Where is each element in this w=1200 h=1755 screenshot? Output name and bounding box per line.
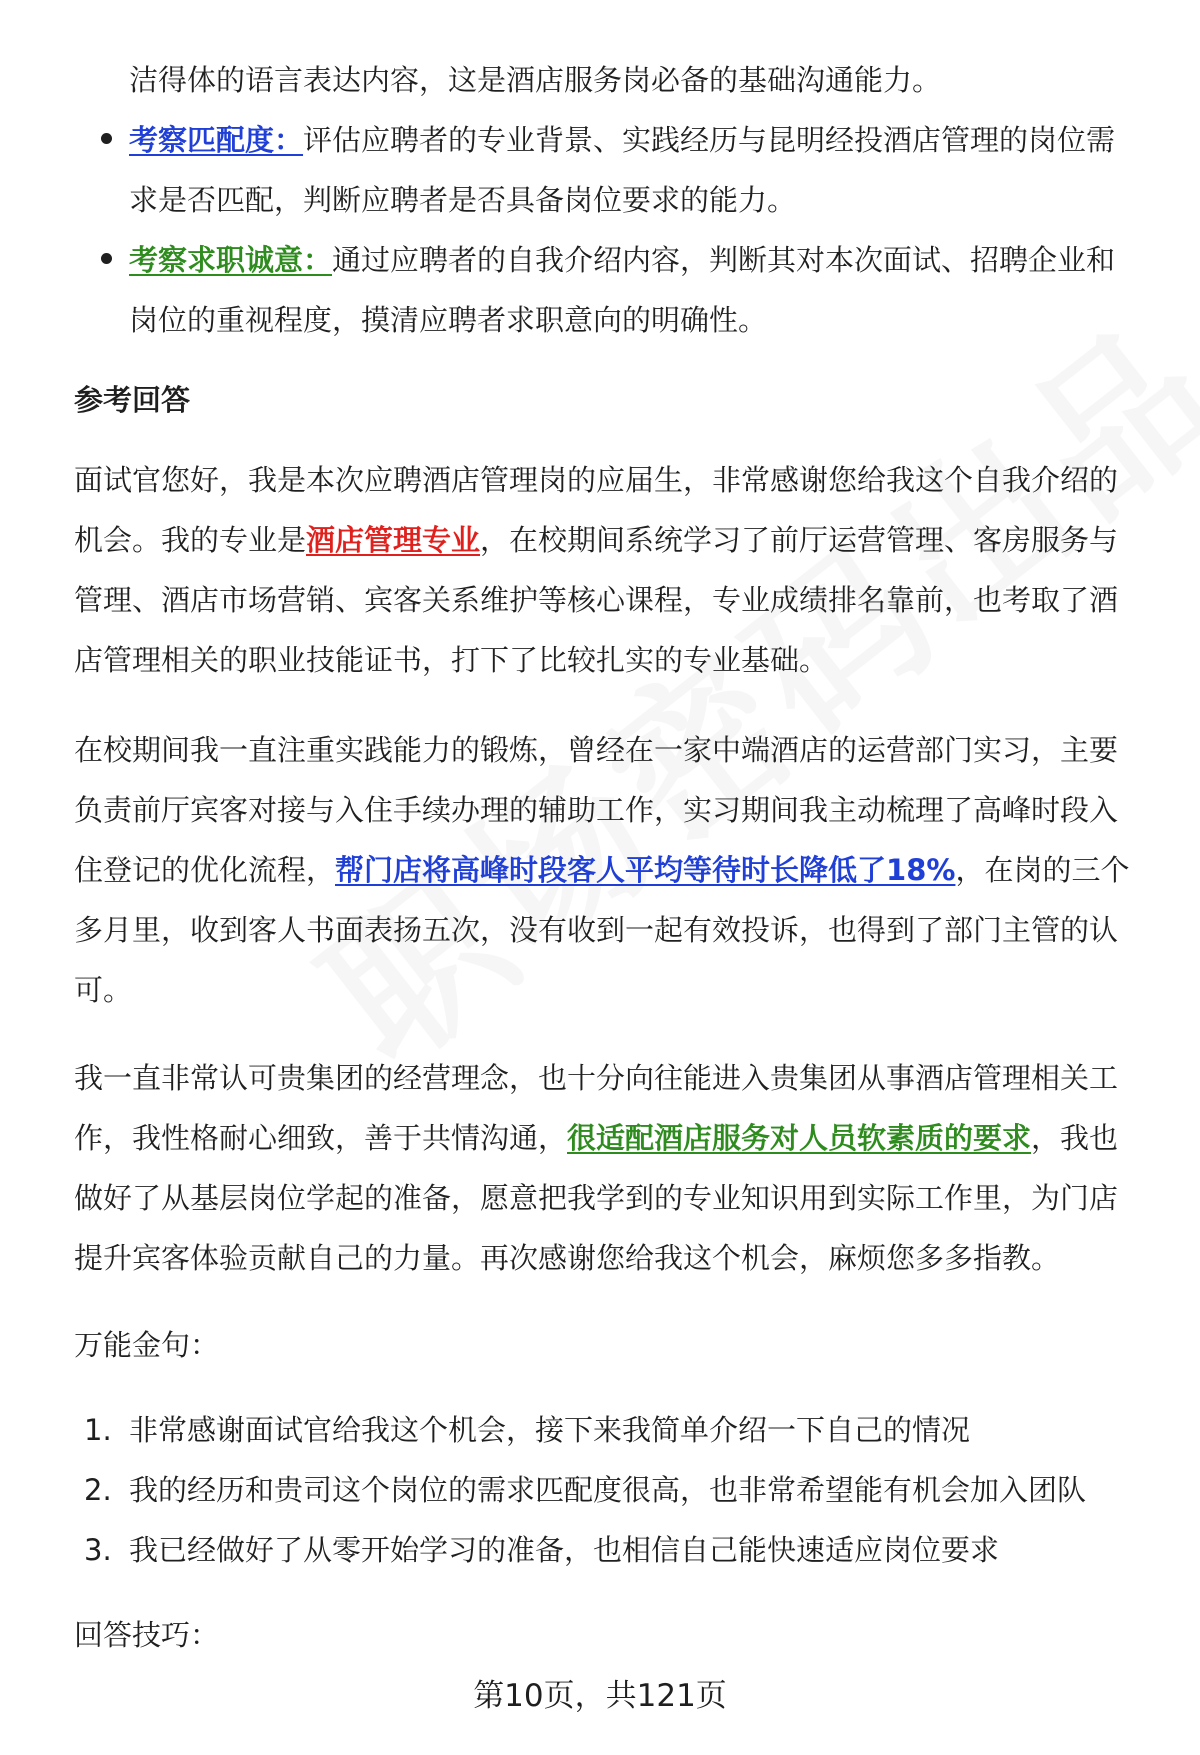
- golden-item-text: 非常感谢面试官给我这个机会，接下来我简单介绍一下自己的情况: [129, 1413, 971, 1447]
- bullet-dot-icon: [101, 253, 112, 264]
- golden-item-number: 3.: [84, 1533, 112, 1567]
- bullet-dot-icon: [101, 133, 112, 144]
- golden-heading: 万能金句：: [74, 1328, 220, 1362]
- golden-item-text: 我的经历和贵司这个岗位的需求匹配度很高，也非常希望能有机会加入团队: [129, 1473, 1087, 1507]
- para1-l2-post: ，在校期间系统学习了前厅运营管理、客房服务与: [480, 523, 1119, 557]
- reference-heading: 参考回答: [74, 383, 191, 417]
- para2-line4: 多月里，收到客人书面表扬五次，没有收到一起有效投诉，也得到了部门主管的认: [74, 913, 1119, 947]
- bullet-match-label: 考察匹配度：: [129, 123, 304, 157]
- para3-l2-post: ，我也: [1031, 1121, 1119, 1155]
- para3-highlight: 很适配酒店服务对人员软素质的要求: [567, 1121, 1032, 1155]
- bullet-sincerity-label: 考察求职诚意：: [129, 243, 333, 277]
- bullet-sincerity-line1: [129, 240, 1115, 280]
- para2-l3-pre: 住登记的优化流程，: [74, 853, 336, 887]
- para2-highlight: 帮门店将高峰时段客人平均等待时长降低了18%: [335, 853, 956, 887]
- para2-line2: 负责前厅宾客对接与入住手续办理的辅助工作，实习期间我主动梳理了高峰时段入: [74, 793, 1119, 827]
- bullet-sincerity-text: 通过应聘者的自我介绍内容，判断其对本次面试、招聘企业和: [332, 243, 1116, 277]
- golden-item-text: 我已经做好了从零开始学习的准备，也相信自己能快速适应岗位要求: [129, 1533, 1000, 1567]
- para1-line4: 店管理相关的职业技能证书，打下了比较扎实的专业基础。: [74, 643, 829, 677]
- para3-l2-pre: 作，我性格耐心细致，善于共情沟通，: [74, 1121, 568, 1155]
- para2-line5: 可。: [74, 973, 133, 1007]
- para3-line3: 做好了从基层岗位学起的准备，愿意把我学到的专业知识用到实际工作里，为门店: [74, 1181, 1119, 1215]
- bullet-continuation-text: 洁得体的语言表达内容，这是酒店服务岗必备的基础沟通能力。: [129, 63, 942, 97]
- para1-highlight: 酒店管理专业: [306, 523, 481, 557]
- tips-heading: 回答技巧：: [74, 1618, 220, 1652]
- bullet-continuation: [129, 60, 941, 100]
- para2-line1: 在校期间我一直注重实践能力的锻炼，曾经在一家中端酒店的运营部门实习，主要: [74, 733, 1119, 767]
- bullet-match-text-2: 求是否匹配，判断应聘者是否具备岗位要求的能力。: [129, 183, 797, 217]
- para3-line1: 我一直非常认可贵集团的经营理念，也十分向往能进入贵集团从事酒店管理相关工: [74, 1061, 1119, 1095]
- watermark: [268, 257, 1200, 1108]
- para1-line2: [74, 520, 1118, 560]
- para3-line2: [74, 1118, 1118, 1158]
- bullet-sincerity-text-2: 岗位的重视程度，摸清应聘者求职意向的明确性。: [129, 303, 768, 337]
- para1-l2-pre: 机会。我的专业是: [74, 523, 307, 557]
- bullet-match-text: 评估应聘者的专业背景、实践经历与昆明经投酒店管理的岗位需: [303, 123, 1116, 157]
- page-number-footer: 第10页，共121页: [473, 1678, 727, 1714]
- para1-line1: 面试官您好，我是本次应聘酒店管理岗的应届生，非常感谢您给我这个自我介绍的: [74, 463, 1119, 497]
- bullet-sincerity-line2: [129, 300, 767, 340]
- para2-l3-post: ，在岗的三个: [955, 853, 1130, 887]
- bullet-match-line1: [129, 120, 1115, 160]
- bullet-match-line2: [129, 180, 796, 220]
- golden-item-number: 1.: [84, 1413, 112, 1447]
- para1-line3: 管理、酒店市场营销、宾客关系维护等核心课程，专业成绩排名靠前，也考取了酒: [74, 583, 1119, 617]
- golden-item-number: 2.: [84, 1473, 112, 1507]
- para2-line3: [74, 850, 1129, 890]
- para3-line4: 提升宾客体验贡献自己的力量。再次感谢您给我这个机会，麻烦您多多指教。: [74, 1241, 1061, 1275]
